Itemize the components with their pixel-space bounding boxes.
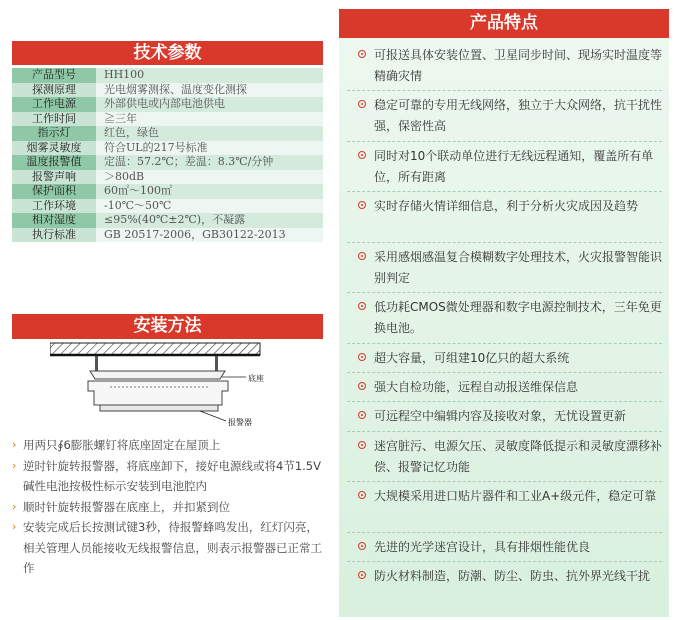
spec-value: HH100	[96, 68, 323, 83]
label-alarm: 报警器	[228, 418, 252, 427]
bullet-icon	[358, 151, 366, 159]
spec-label: 相对湿度	[12, 213, 96, 228]
feature-item	[347, 566, 662, 587]
feature-text: 低功耗CMOS微处理器和数字电源控制技术，三年免更换电池。	[374, 300, 662, 335]
divider	[347, 141, 662, 142]
spec-value: GB 20517-2006，GB30122-2013	[96, 228, 323, 243]
spec-value: 定温：57.2℃；差温：8.3℃/分钟	[96, 155, 323, 170]
spec-row	[12, 170, 323, 185]
arrow-icon: ›	[12, 499, 17, 513]
spec-label: 报警声响	[12, 170, 96, 185]
divider	[347, 191, 662, 192]
bullet-icon	[358, 353, 366, 361]
divider	[347, 561, 662, 562]
install-step-text: 安装完成后长按测试键3秒，待报警蜂鸣发出，红灯闪亮，相关管理人员能接收无线报警信息，则表示报警器已正常工作	[23, 520, 322, 575]
divider	[347, 532, 662, 533]
base-shape	[90, 371, 225, 379]
feature-text: 强大自检功能，远程自动报送维保信息	[374, 380, 579, 394]
spec-value: ＞80dB	[96, 170, 323, 185]
feature-text: 同时对10个联动单位进行无线远程通知，覆盖所有单位，所有距离	[374, 149, 654, 184]
detector-shape	[88, 381, 228, 405]
spec-value: 红色，绿色	[96, 126, 323, 141]
bullet-icon	[358, 100, 366, 108]
install-step	[12, 497, 328, 518]
spec-label: 保护面积	[12, 184, 96, 199]
divider	[347, 90, 662, 91]
spec-row	[12, 97, 323, 112]
bullet-icon	[358, 302, 366, 310]
divider	[347, 372, 662, 373]
feature-item	[347, 45, 662, 87]
feature-text: 实时存储火情详细信息，利于分析火灾成因及趋势	[374, 199, 639, 213]
spec-row	[12, 155, 323, 170]
install-method-title: 安装方法	[12, 314, 323, 339]
feature-text: 采用感烟感温复合模糊数字处理技术，火灾报警智能识别判定	[374, 250, 663, 285]
feature-text: 稳定可靠的专用无线网络，独立于大众网络，抗干扰性强，保密性高	[374, 98, 663, 133]
bullet-icon	[358, 252, 366, 260]
install-step-text: 用两只∮6膨胀螺钉将底座固定在屋顶上	[23, 438, 221, 452]
spec-row	[12, 184, 323, 199]
spec-label: 指示灯	[12, 126, 96, 141]
spec-label: 执行标准	[12, 228, 96, 243]
feature-item	[347, 486, 662, 507]
spec-label: 烟雾灵敏度	[12, 141, 96, 156]
spec-row	[12, 68, 323, 83]
bullet-icon	[358, 50, 366, 58]
divider	[347, 242, 662, 243]
arrow-icon: ›	[12, 458, 17, 472]
spec-row	[12, 126, 323, 141]
divider	[347, 431, 662, 432]
feature-text: 可远程空中编辑内容及接收对象，无忧设置更新	[374, 409, 627, 423]
tech-params-table	[12, 68, 323, 242]
arrow-icon: ›	[12, 520, 17, 533]
spec-row	[12, 83, 323, 98]
bullet-icon	[358, 491, 366, 499]
install-step	[12, 435, 328, 456]
spec-label: 产品型号	[12, 68, 96, 83]
feature-text: 先进的光学迷宫设计，具有排烟性能优良	[374, 540, 591, 554]
spec-label: 探测原理	[12, 83, 96, 98]
feature-item	[347, 95, 662, 137]
spec-value: ≧三年	[96, 112, 323, 127]
bullet-icon	[358, 201, 366, 209]
spec-value: 光电烟雾测探、温度变化测探	[96, 83, 323, 98]
feature-text: 大规模采用进口贴片器件和工业A+级元件，稳定可靠	[374, 489, 657, 503]
feature-item	[347, 146, 662, 188]
divider	[347, 481, 662, 482]
spec-label: 工作环境	[12, 199, 96, 214]
bullet-icon	[358, 411, 366, 419]
spec-row	[12, 228, 323, 243]
spec-value: 外部供电或内部电池供电	[96, 97, 323, 112]
spec-row	[12, 112, 323, 127]
install-step	[12, 456, 328, 497]
feature-item	[347, 247, 662, 289]
features-title: 产品特点	[339, 9, 669, 38]
feature-item	[347, 196, 662, 217]
feature-item	[347, 406, 662, 427]
spec-row	[12, 199, 323, 214]
feature-item	[347, 537, 662, 558]
feature-item	[347, 297, 662, 339]
tech-params-title: 技术参数	[12, 41, 323, 65]
feature-text: 可报送具体安装位置、卫星同步时间、现场实时温度等精确灾情	[374, 48, 663, 83]
feature-item	[347, 377, 662, 398]
divider	[347, 343, 662, 344]
install-steps	[12, 435, 328, 579]
bullet-icon	[358, 441, 366, 449]
install-step-text: 逆时针旋转报警器，将底座卸下，接好电源线或将4节1.5V碱性电池按极性标示安装到电池腔内	[23, 458, 321, 493]
feature-text: 迷宫脏污、电源欠压、灵敏度降低提示和灵敏度漂移补偿、报警记忆功能	[374, 439, 663, 474]
spec-label: 工作电源	[12, 97, 96, 112]
spec-row	[12, 141, 323, 156]
spec-value: -10℃～50℃	[96, 199, 323, 214]
ceiling-shape	[50, 343, 260, 355]
install-step-text: 顺时针旋转报警器在底座上，并扣紧到位	[23, 499, 230, 514]
spec-row	[12, 213, 323, 228]
bullet-icon	[358, 382, 366, 390]
feature-text: 防火材料制造，防潮、防尘、防虫、抗外界光线干扰	[374, 569, 651, 583]
label-base: 底座	[248, 374, 264, 383]
install-step	[12, 517, 328, 579]
spec-value: 60㎡～100㎡	[96, 184, 323, 199]
spec-label: 工作时间	[12, 112, 96, 127]
spec-value: ≤95%(40℃±2℃)，不凝露	[96, 213, 323, 228]
divider	[347, 401, 662, 402]
feature-item	[347, 348, 662, 369]
feature-item	[347, 436, 662, 478]
feature-text: 超大容量，可组建10亿只的超大系统	[374, 351, 570, 365]
arrow-icon: ›	[12, 438, 17, 451]
bullet-icon	[358, 542, 366, 550]
divider	[347, 292, 662, 293]
spec-value: 符合UL的217号标准	[96, 141, 323, 156]
spec-label: 温度报警值	[12, 155, 96, 170]
bullet-icon	[358, 571, 366, 579]
installation-diagram	[50, 339, 310, 431]
